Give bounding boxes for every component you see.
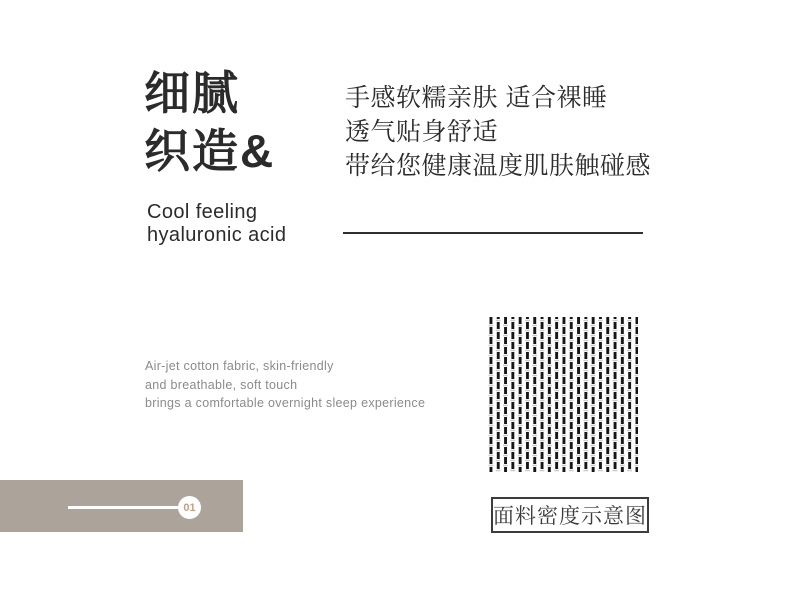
hero-title: [144, 64, 275, 180]
selling-point-2: 透气贴身舒适: [345, 118, 499, 146]
english-note: [145, 357, 425, 413]
swatch-caption-label: 面料密度示意图: [493, 505, 647, 528]
hero-subtitle-line-2: hyaluronic acid: [147, 224, 287, 246]
swatch-caption-box: [491, 497, 649, 533]
selling-points: [345, 81, 651, 183]
hero-subtitle: [147, 201, 286, 247]
selling-point-3: 带给您健康温度肌肤触碰感: [345, 152, 652, 180]
english-note-line-3: brings a comfortable overnight sleep experience: [145, 396, 426, 410]
footer-rule-line: [68, 506, 181, 509]
page-number-badge: [178, 496, 201, 519]
hero-title-line-2: 织造&: [144, 125, 276, 177]
page-number-label: 01: [183, 501, 196, 514]
hero-subtitle-line-1: Cool feeling: [147, 201, 258, 223]
english-note-line-1: Air-jet cotton fabric, skin-friendly: [145, 359, 334, 373]
footer-bar: [0, 480, 243, 532]
selling-point-1: 手感软糯亲肤 适合裸睡: [345, 84, 608, 112]
hero-title-line-1: 细腻: [144, 67, 240, 119]
english-note-line-2: and breathable, soft touch: [145, 377, 298, 392]
fabric-weave-swatch: [488, 317, 638, 472]
horizontal-divider: [343, 232, 643, 234]
